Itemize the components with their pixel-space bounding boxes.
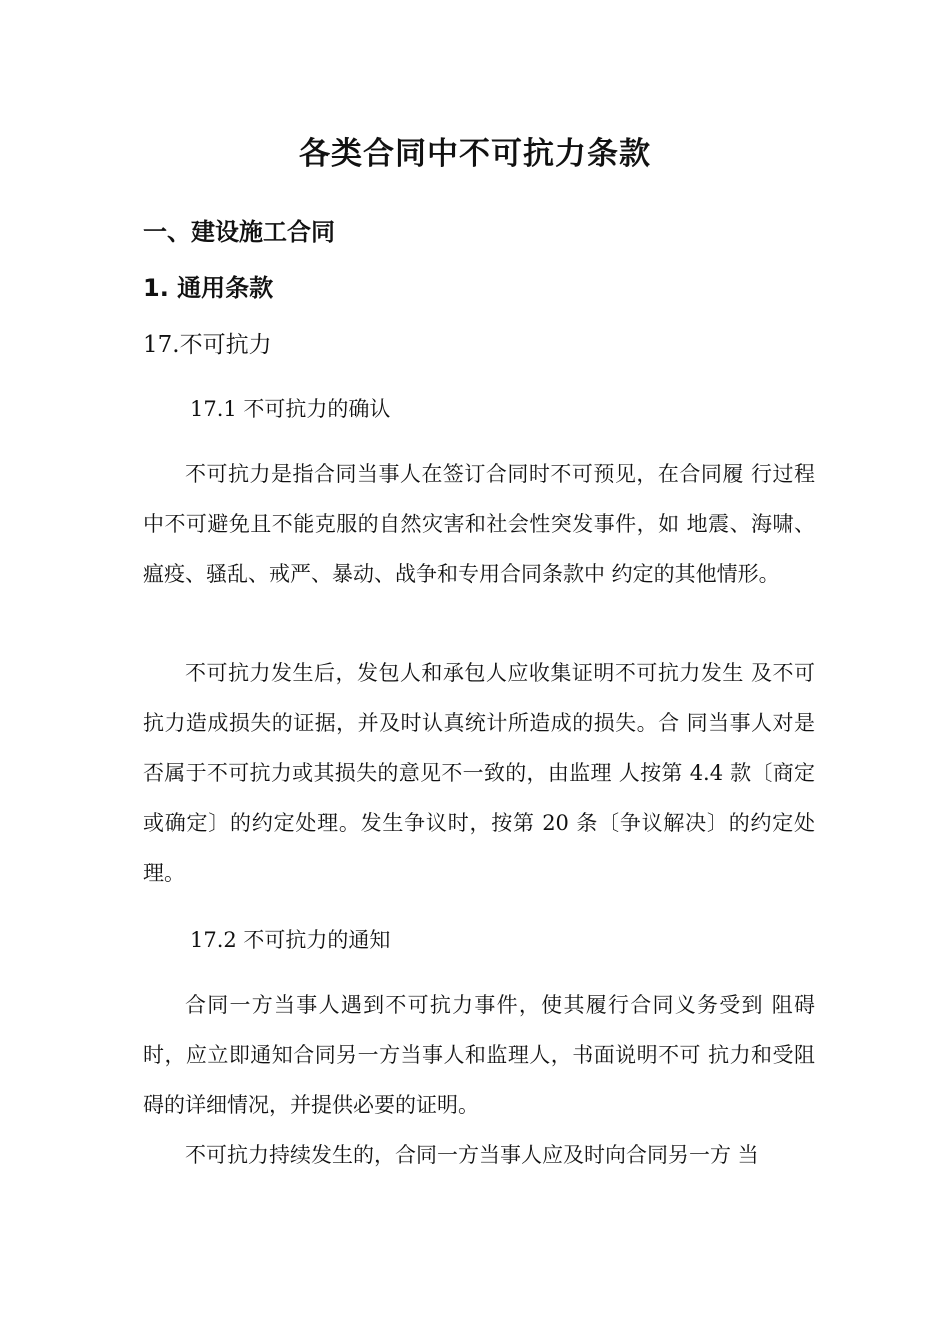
clause-heading: 17.不可抗力 xyxy=(143,332,272,358)
subsection-heading: 1. 通用条款 xyxy=(143,274,274,302)
paragraph-evidence: 不可抗力发生后，发包人和承包人应收集证明不可抗力发生 及不可抗力造成损失的证据，并及时认真统计所造成的损失。合 同当事人对是否属于不可抗力或其损失的意见不一致的，由监理 人按第 4.4 款〔商定或确定〕的约定处理。发生争议时，按第 20 条〔争议解决〕的约定处理。 xyxy=(143,661,815,885)
clause-17-1-heading: 17.1 不可抗力的确认 xyxy=(190,397,391,421)
clause-17-2-heading: 17.2 不可抗力的通知 xyxy=(190,928,391,952)
paragraph-definition: 不可抗力是指合同当事人在签订合同时不可预见，在合同履 行过程中不可避免且不能克服的自然灾害和社会性突发事件，如 地震、海啸、瘟疫、骚乱、戒严、暴动、战争和专用合同条款中 约定的其他情形。 xyxy=(143,462,815,586)
paragraph-notice: 合同一方当事人遇到不可抗力事件，使其履行合同义务受到 阻碍时，应立即通知合同另一方当事人和监理人，书面说明不可 抗力和受阻碍的详细情况，并提供必要的证明。 xyxy=(143,993,815,1117)
paragraph-continuing: 不可抗力持续发生的，合同一方当事人应及时向合同另一方 当 xyxy=(185,1143,759,1167)
document-title: 各类合同中不可抗力条款 xyxy=(299,136,651,172)
section-heading: 一、建设施工合同 xyxy=(143,218,335,246)
